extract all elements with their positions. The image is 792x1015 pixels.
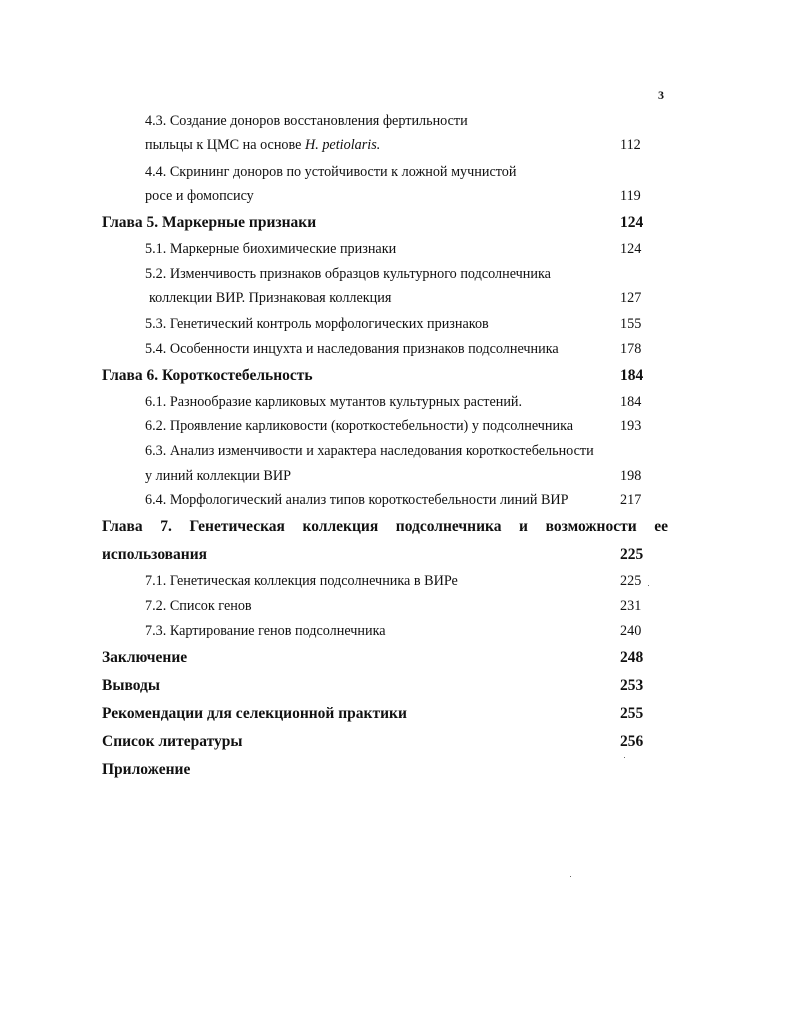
toc-entry-7-3-page: 240 xyxy=(620,623,642,639)
toc-entry-5-4-page: 178 xyxy=(620,341,642,357)
toc-entry-4-4-line2: росе и фомопсису xyxy=(145,188,254,204)
chapter-7-word: возможности xyxy=(545,518,637,535)
toc-entry-4-4-line1: 4.4. Скрининг доноров по устойчивости к ложной мучнистой xyxy=(145,164,517,180)
toc-entry-5-2-line1: 5.2. Изменчивость признаков образцов культурного подсолнечника xyxy=(145,266,551,282)
chapter-7-word: 7. xyxy=(160,518,172,535)
toc-findings-page: 253 xyxy=(620,677,644,694)
toc-entry-4-3-line1: 4.3. Создание доноров восстановления фертильности xyxy=(145,113,468,129)
toc-chapter-6-page: 184 xyxy=(620,367,644,384)
toc-entry-4-3-page: 112 xyxy=(620,137,641,153)
scan-speck xyxy=(570,876,571,877)
toc-chapter-6: Глава 6. Короткостебельность xyxy=(102,367,313,384)
toc-findings: Выводы xyxy=(102,677,160,694)
chapter-7-word: подсолнечника xyxy=(395,518,502,535)
toc-entry-7-2: 7.2. Список генов xyxy=(145,598,252,614)
chapter-7-word: и xyxy=(519,518,528,535)
toc-entry-5-3: 5.3. Генетический контроль морфологических признаков xyxy=(145,316,489,332)
toc-entry-5-4: 5.4. Особенности инцухта и наследования признаков подсолнечника xyxy=(145,341,559,357)
toc-appendix: Приложение xyxy=(102,761,191,778)
toc-entry-5-1: 5.1. Маркерные биохимические признаки xyxy=(145,241,397,257)
toc-entry-6-3-page: 198 xyxy=(620,468,642,484)
toc-entry-6-4: 6.4. Морфологический анализ типов короткостебельности линий ВИР xyxy=(145,492,569,508)
toc-recommendations-page: 255 xyxy=(620,705,644,722)
toc-chapter-5-page: 124 xyxy=(620,214,644,231)
toc-chapter-7-page: 225 xyxy=(620,546,644,563)
toc-entry-4-3-line2 xyxy=(145,137,380,154)
page-number: 3 xyxy=(658,88,664,102)
toc-entry-7-3: 7.3. Картирование генов подсолнечника xyxy=(145,623,386,639)
chapter-7-word: Генетическая xyxy=(189,518,285,535)
toc-entry-5-2-line2: коллекции ВИР. Признаковая коллекция xyxy=(149,290,392,306)
toc-conclusion: Заключение xyxy=(102,649,188,666)
toc-chapter-7-line2: использования xyxy=(102,546,208,563)
toc-recommendations: Рекомендации для селекционной практики xyxy=(102,705,407,722)
toc-references: Список литературы xyxy=(102,733,243,750)
toc-entry-5-1-page: 124 xyxy=(620,241,642,257)
scan-speck xyxy=(648,585,649,586)
toc-conclusion-page: 248 xyxy=(620,649,644,666)
toc-entry-4-3-text: пыльцы к ЦМС на основе xyxy=(145,137,305,153)
species-name: H. petiolaris. xyxy=(304,137,381,153)
toc-chapter-5: Глава 5. Маркерные признаки xyxy=(102,214,317,231)
chapter-7-word: коллекция xyxy=(302,518,379,535)
toc-entry-6-1-page: 184 xyxy=(620,394,642,410)
toc-entry-6-2: 6.2. Проявление карликовости (короткостебельности) у подсолнечника xyxy=(145,418,574,434)
scan-speck xyxy=(624,757,625,758)
toc-entry-7-1: 7.1. Генетическая коллекция подсолнечника в ВИРе xyxy=(145,573,458,589)
toc-entry-6-2-page: 193 xyxy=(620,418,642,434)
toc-entry-6-4-page: 217 xyxy=(620,492,642,508)
toc-entry-6-1: 6.1. Разнообразие карликовых мутантов культурных растений. xyxy=(145,394,523,410)
toc-entry-5-3-page: 155 xyxy=(620,316,642,332)
toc-entry-5-2-page: 127 xyxy=(620,290,642,306)
toc-entry-6-3-line2: у линий коллекции ВИР xyxy=(145,468,291,484)
toc-entry-6-3-line1: 6.3. Анализ изменчивости и характера наследования короткостебельности xyxy=(145,443,594,459)
toc-entry-7-2-page: 231 xyxy=(620,598,642,614)
chapter-7-word: Глава xyxy=(102,518,143,535)
chapter-7-word: ее xyxy=(654,518,668,535)
toc-entry-7-1-page: 225 xyxy=(620,573,642,589)
toc-entry-4-4-page: 119 xyxy=(620,188,641,204)
toc-chapter-7-line1 xyxy=(102,518,668,536)
toc-references-page: 256 xyxy=(620,733,644,750)
